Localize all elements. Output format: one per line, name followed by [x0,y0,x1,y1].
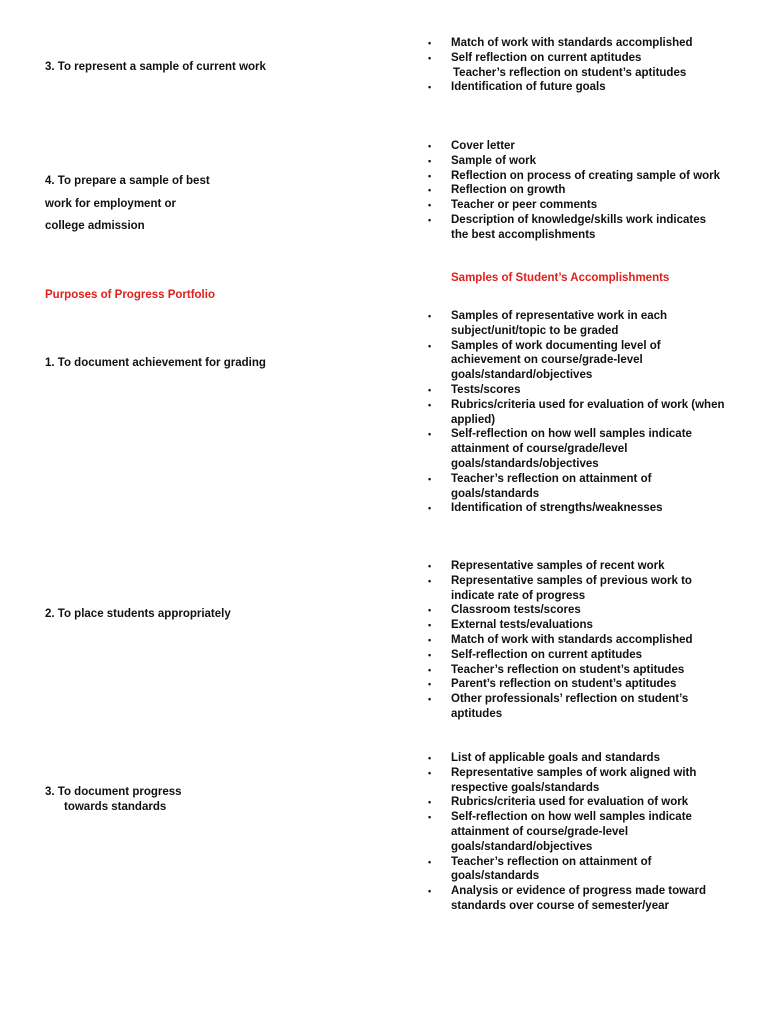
list-item: • External tests/evaluations [428,619,593,632]
list-item: • Teacher or peer comments [428,199,598,212]
list-item: • Identification of future goals [428,81,606,94]
bullet-icon: • [428,52,432,63]
list-achievement-grading [425,309,725,516]
accomplishments-subheading: Samples of Student’s Accomplishments [451,272,670,284]
list-item: • Rubrics/criteria used for evaluation of work (when applied) [428,398,725,426]
list-item: • Teacher’s reflection on student’s aptitudes [428,663,685,676]
progress-portfolio-heading [45,284,215,307]
bullet-icon: • [428,384,432,395]
list-item: • Teacher’s reflection on attainment of goals/standards [428,855,652,883]
list-document-progress [425,751,725,914]
bullet-icon: • [428,155,432,166]
list-item: • Self-reflection on how well samples indicate attainment of course/grade-level goals/standard/objectives [428,811,692,853]
bullet-icon: • [428,561,432,571]
bullet-icon: • [428,311,432,321]
bullet-icon: • [428,185,432,196]
list-place-students [425,559,725,722]
purpose-line: college admission [45,220,145,232]
bullet-icon: • [428,886,432,897]
bullet-icon: • [428,214,432,225]
bullet-icon: • [428,503,432,514]
list-item: • Representative samples of previous work to indicate rate of progress [428,574,692,602]
list-item: • Self-reflection on current aptitudes [428,648,643,661]
bullet-icon: • [428,473,432,484]
section-heading: Purposes of Progress Portfolio [45,289,215,301]
list-item: • Sample of work [428,154,536,167]
bullet-icon: • [428,200,432,211]
purpose-represent-current-work [45,56,266,79]
list-item: • Description of knowledge/skills work indicates the best accomplishments [428,213,706,241]
bullet-icon: • [428,575,432,586]
purpose-line: towards standards [64,801,167,813]
bullet-icon: • [428,340,432,351]
list-item: • Samples of work documenting level of achievement on course/grade-level goals/standard/objectives [428,339,661,382]
bullet-icon: • [428,797,432,808]
bullet-icon: • [428,82,432,93]
purpose-line: 3. To represent a sample of current work [45,61,266,73]
list-item: • Match of work with standards accomplished [428,633,693,646]
purpose-prepare-best-work [45,170,210,238]
bullet-icon: • [428,856,432,867]
list-item: • Self reflection on current aptitudes [428,51,642,64]
purpose-line: 3. To document progress [45,786,182,798]
bullet-icon: • [428,399,432,410]
bullet-icon: • [428,767,432,778]
list-item: • Match of work with standards accomplished [428,37,693,49]
list-item: • Reflection on process of creating sample of work [428,169,721,182]
list-item: • Analysis or evidence of progress made toward standards over course of semester/year [428,885,706,912]
bullet-icon: • [428,605,432,616]
list-item: • Samples of representative work in each subject/unit/topic to be graded [428,310,668,337]
purpose-line: 1. To document achievement for grading [45,357,266,369]
list-item: • Identification of strengths/weaknesses [428,502,663,515]
bullet-icon: • [428,649,432,660]
purpose-line: work for employment or [45,197,176,210]
bullet-icon: • [428,38,432,48]
list-item: • Teacher’s reflection on attainment of goals/standards [428,472,652,500]
list-item: • Tests/scores [428,383,521,396]
bullet-icon: • [428,141,432,151]
purpose-place-students [45,603,231,626]
list-item: • Reflection on growth [428,184,566,197]
bullet-icon: • [428,429,432,440]
bullet-icon: • [428,679,432,690]
list-item: • List of applicable goals and standards [428,752,660,764]
list-item: • Cover letter [428,140,515,152]
bullet-icon: • [428,664,432,675]
list-item: Teacher’s reflection on student’s aptitudes [453,66,687,79]
bullet-icon: • [428,694,432,705]
purpose-line: 2. To place students appropriately [45,608,231,620]
list-item: • Other professionals’ reflection on student’s aptitudes [428,693,689,720]
list-current-work [425,36,725,95]
purpose-document-achievement [45,352,266,375]
purpose-document-progress [45,785,182,815]
purpose-line: 4. To prepare a sample of best [45,175,210,187]
list-item: • Classroom tests/scores [428,604,581,617]
list-item: • Representative samples of work aligned with respective goals/standards [428,766,697,794]
list-item: • Parent’s reflection on student’s aptitudes [428,678,677,691]
list-item: • Representative samples of recent work [428,560,665,572]
bullet-icon: • [428,812,432,823]
list-item: • Rubrics/criteria used for evaluation of work [428,796,689,809]
list-best-work [425,139,725,243]
bullet-icon: • [428,634,432,645]
bullet-icon: • [428,170,432,181]
bullet-icon: • [428,620,432,631]
bullet-icon: • [428,753,432,763]
list-item: • Self-reflection on how well samples indicate attainment of course/grade/level goals/standards/objectives [428,428,692,470]
